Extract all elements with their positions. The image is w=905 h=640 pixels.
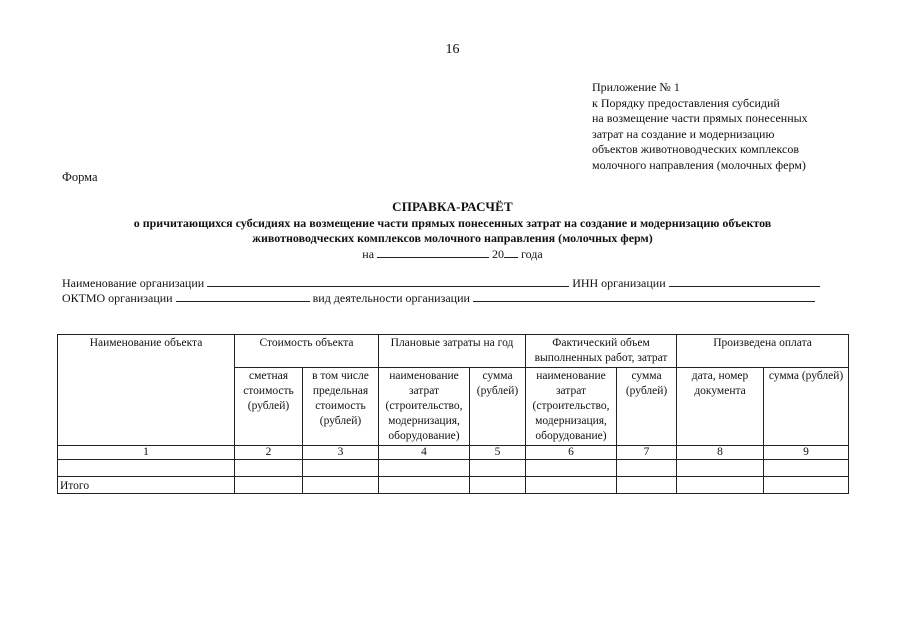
column-number-row bbox=[58, 446, 849, 460]
date-suffix: года bbox=[521, 247, 543, 261]
total-label: Итого bbox=[58, 477, 235, 494]
oktmo-label: ОКТМО организации bbox=[62, 291, 173, 305]
table-cell[interactable] bbox=[617, 460, 677, 477]
column-number: 1 bbox=[58, 446, 235, 460]
subheader-fact-cost-name: наименование затрат (строительство, модернизация, оборудование) bbox=[526, 368, 617, 446]
header-planned-costs: Плановые затраты на год bbox=[379, 335, 526, 368]
table-cell[interactable] bbox=[235, 460, 303, 477]
document-subtitle bbox=[40, 216, 865, 246]
year-prefix: 20 bbox=[492, 247, 505, 261]
date-blank-field[interactable] bbox=[377, 246, 489, 258]
document-title: СПРАВКА-РАСЧЁТ bbox=[392, 199, 513, 214]
appendix-line: объектов животноводческих комплексов bbox=[592, 142, 799, 157]
subsidy-calculation-table bbox=[57, 334, 849, 494]
date-prefix: на bbox=[362, 247, 375, 261]
table-cell[interactable] bbox=[470, 460, 526, 477]
column-number: 7 bbox=[617, 446, 677, 460]
oktmo-row bbox=[62, 290, 815, 306]
column-number: 9 bbox=[764, 446, 849, 460]
header-object-cost: Стоимость объекта bbox=[235, 335, 379, 368]
appendix-line: молочного направления (молочных ферм) bbox=[592, 157, 806, 172]
table-cell[interactable] bbox=[58, 460, 235, 477]
table-cell[interactable] bbox=[303, 460, 379, 477]
subheader-plan-cost-name: наименование затрат (строительство, модернизация, оборудование) bbox=[379, 368, 470, 446]
total-cell[interactable] bbox=[617, 477, 677, 494]
column-number: 6 bbox=[526, 446, 617, 460]
total-cell[interactable] bbox=[303, 477, 379, 494]
org-name-row bbox=[62, 275, 820, 291]
org-name-label: Наименование организации bbox=[62, 276, 205, 290]
appendix-line: на возмещение части прямых понесенных bbox=[592, 111, 808, 126]
subtitle-line: о причитающихся субсидиях на возмещение части прямых понесенных затрат на создание и модернизацию объектов bbox=[133, 216, 772, 230]
subheader-paid-sum: сумма (рублей) bbox=[764, 368, 849, 446]
header-payment-made: Произведена оплата bbox=[677, 335, 849, 368]
column-number: 8 bbox=[677, 446, 764, 460]
table-cell[interactable] bbox=[379, 460, 470, 477]
form-label: Форма bbox=[62, 170, 98, 184]
header-row-main bbox=[58, 335, 849, 368]
total-cell[interactable] bbox=[235, 477, 303, 494]
subheader-estimated-cost: сметная стоимость (рублей) bbox=[235, 368, 303, 446]
table-cell[interactable] bbox=[526, 460, 617, 477]
page-number: 16 bbox=[445, 42, 460, 57]
inn-field[interactable] bbox=[669, 275, 820, 287]
table-cell[interactable] bbox=[677, 460, 764, 477]
table-row bbox=[58, 460, 849, 477]
subheader-doc-date-number: дата, номер документа bbox=[677, 368, 764, 446]
table-cell[interactable] bbox=[764, 460, 849, 477]
subheader-fact-sum: сумма (рублей) bbox=[617, 368, 677, 446]
total-cell[interactable] bbox=[677, 477, 764, 494]
column-number: 3 bbox=[303, 446, 379, 460]
header-actual-volume: Фактический объем выполненных работ, затрат bbox=[526, 335, 677, 368]
org-name-field[interactable] bbox=[207, 275, 569, 287]
activity-field[interactable] bbox=[473, 290, 815, 302]
total-cell[interactable] bbox=[764, 477, 849, 494]
appendix-line: затрат на создание и модернизацию bbox=[592, 126, 775, 141]
total-row bbox=[58, 477, 849, 494]
inn-label: ИНН организации bbox=[572, 276, 666, 290]
subheader-max-cost: в том числе предельная стоимость (рублей) bbox=[303, 368, 379, 446]
column-number: 2 bbox=[235, 446, 303, 460]
date-line bbox=[0, 246, 905, 262]
total-cell[interactable] bbox=[470, 477, 526, 494]
subtitle-line: животноводческих комплексов молочного направления (молочных ферм) bbox=[252, 231, 653, 245]
total-cell[interactable] bbox=[379, 477, 470, 494]
header-object-name: Наименование объекта bbox=[58, 335, 235, 446]
oktmo-field[interactable] bbox=[176, 290, 310, 302]
appendix-line: Приложение № 1 bbox=[592, 80, 680, 94]
column-number: 4 bbox=[379, 446, 470, 460]
subheader-plan-sum: сумма (рублей) bbox=[470, 368, 526, 446]
appendix-block bbox=[592, 80, 808, 174]
total-cell[interactable] bbox=[526, 477, 617, 494]
activity-label: вид деятельности организации bbox=[312, 291, 470, 305]
column-number: 5 bbox=[470, 446, 526, 460]
year-blank-field[interactable] bbox=[504, 246, 518, 258]
appendix-line: к Порядку предоставления субсидий bbox=[592, 95, 780, 110]
